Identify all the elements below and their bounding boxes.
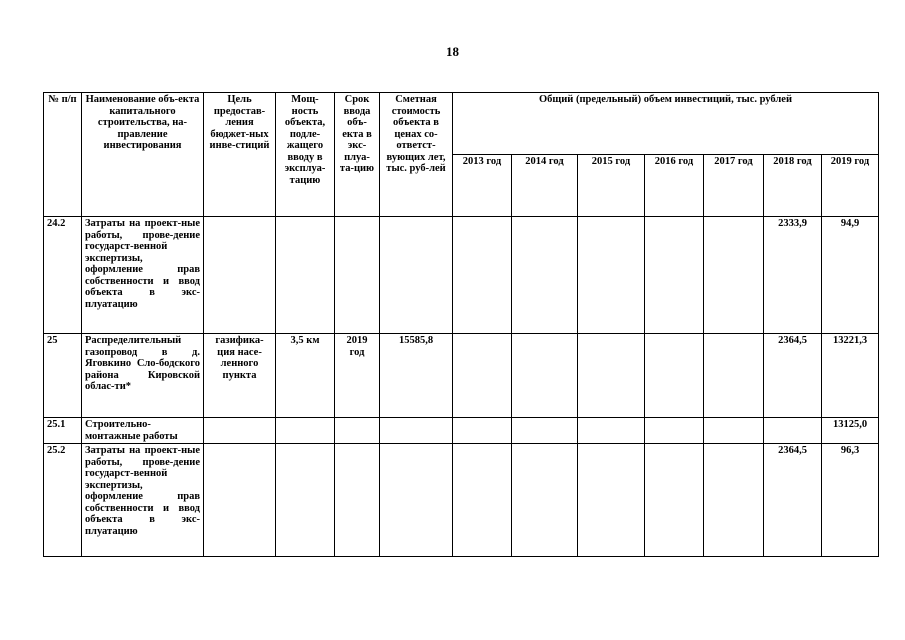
row-purpose: газифика-ция насе-ленного пункта (204, 334, 276, 418)
row-purpose (204, 418, 276, 444)
row-2017 (704, 217, 764, 334)
row-2019: 13125,0 (822, 418, 879, 444)
header-year-2018: 2018 год (764, 155, 822, 217)
header-term: Срок ввода объ-екта в экс-плуа-та-цию (335, 93, 380, 217)
row-name: Затраты на проект-ные работы, прове-дение государст-венной экспертизы, оформление прав собственности и ввод объекта в экс-плуатацию (82, 444, 204, 557)
row-2014 (512, 217, 578, 334)
row-2013 (453, 334, 512, 418)
row-2016 (645, 444, 704, 557)
table-row (44, 334, 879, 418)
row-term (335, 217, 380, 334)
row-2014 (512, 418, 578, 444)
header-capacity: Мощ-ность объекта, подле-жащего вводу в эксплуа-тацию (276, 93, 335, 217)
header-year-2017: 2017 год (704, 155, 764, 217)
header-year-2014: 2014 год (512, 155, 578, 217)
header-total-investment: Общий (предельный) объем инвестиций, тыс. рублей (453, 93, 879, 155)
header-purpose: Цель предостав-ления бюджет-ных инве-стиций (204, 93, 276, 217)
table-row (44, 444, 879, 557)
row-2015 (578, 444, 645, 557)
row-2015 (578, 217, 645, 334)
row-2016 (645, 217, 704, 334)
row-cost (380, 444, 453, 557)
row-name: Распределительный газопровод в д. Яговкино Сло-бодского района Кировской облас-ти* (82, 334, 204, 418)
row-2014 (512, 334, 578, 418)
header-year-2016: 2016 год (645, 155, 704, 217)
row-2019: 96,3 (822, 444, 879, 557)
row-2019: 94,9 (822, 217, 879, 334)
row-2013 (453, 444, 512, 557)
row-2018: 2333,9 (764, 217, 822, 334)
row-purpose (204, 217, 276, 334)
header-cost: Сметная стоимость объекта в ценах со-ответст-вующих лет, тыс. руб-лей (380, 93, 453, 217)
investment-table (43, 92, 879, 557)
row-2018 (764, 418, 822, 444)
row-2015 (578, 334, 645, 418)
row-num: 25.2 (44, 444, 82, 557)
header-name: Наименование объ-екта капитального строительства, на-правление инвестирования (82, 93, 204, 217)
row-cost (380, 418, 453, 444)
row-capacity: 3,5 км (276, 334, 335, 418)
header-row (44, 93, 879, 155)
row-2013 (453, 418, 512, 444)
header-year-2019: 2019 год (822, 155, 879, 217)
row-2018: 2364,5 (764, 334, 822, 418)
row-2015 (578, 418, 645, 444)
header-num: № п/п (44, 93, 82, 217)
table-row (44, 217, 879, 334)
row-purpose (204, 444, 276, 557)
row-capacity (276, 418, 335, 444)
row-cost: 15585,8 (380, 334, 453, 418)
row-num: 25 (44, 334, 82, 418)
row-2017 (704, 334, 764, 418)
row-2017 (704, 444, 764, 557)
row-2013 (453, 217, 512, 334)
header-year-2013: 2013 год (453, 155, 512, 217)
header-year-2015: 2015 год (578, 155, 645, 217)
row-cost (380, 217, 453, 334)
page-number: 18 (446, 44, 459, 59)
row-2014 (512, 444, 578, 557)
row-name: Затраты на проект-ные работы, прове-дение государст-венной экспертизы, оформление прав собственности и ввод объекта в экс-плуатацию (82, 217, 204, 334)
table-row (44, 418, 879, 444)
row-2017 (704, 418, 764, 444)
row-term (335, 418, 380, 444)
row-capacity (276, 444, 335, 557)
row-2018: 2364,5 (764, 444, 822, 557)
row-term (335, 444, 380, 557)
row-term: 2019 год (335, 334, 380, 418)
row-capacity (276, 217, 335, 334)
row-num: 24.2 (44, 217, 82, 334)
row-num: 25.1 (44, 418, 82, 444)
row-2016 (645, 418, 704, 444)
row-name: Строительно-монтажные работы (82, 418, 204, 444)
row-2019: 13221,3 (822, 334, 879, 418)
row-2016 (645, 334, 704, 418)
